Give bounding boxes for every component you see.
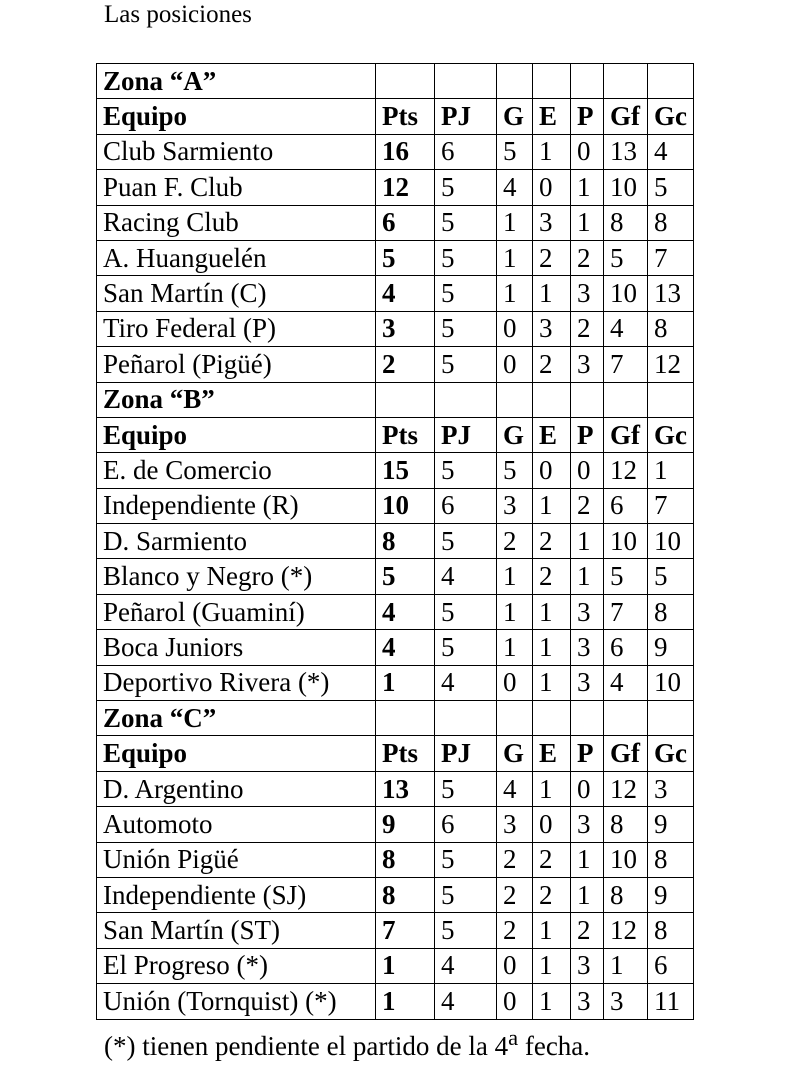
stat-pj: 4	[435, 948, 497, 983]
stat-g: 0	[497, 311, 533, 346]
stat-pj: 4	[435, 984, 497, 1019]
table-row	[97, 665, 694, 700]
empty-cell	[648, 64, 694, 99]
team-name: Unión (Tornquist) (*)	[97, 984, 376, 1019]
stat-gf: 5	[604, 559, 648, 594]
empty-cell	[376, 64, 435, 99]
stat-pts: 15	[376, 453, 435, 488]
stat-gc: 8	[648, 913, 694, 948]
team-name: Puan F. Club	[97, 170, 376, 205]
stat-pts: 8	[376, 842, 435, 877]
stat-g: 1	[497, 205, 533, 240]
stat-gf: 7	[604, 347, 648, 382]
table-row	[97, 842, 694, 877]
stat-pj: 4	[435, 559, 497, 594]
empty-cell	[604, 382, 648, 417]
empty-cell	[435, 382, 497, 417]
team-name: Club Sarmiento	[97, 134, 376, 169]
team-name: Deportivo Rivera (*)	[97, 665, 376, 700]
table-row	[97, 913, 694, 948]
zone-title: Zona “A”	[97, 64, 376, 99]
stat-gf: 3	[604, 984, 648, 1019]
stat-gf: 8	[604, 205, 648, 240]
column-header-row	[97, 417, 694, 452]
stat-gc: 8	[648, 311, 694, 346]
stat-e: 1	[533, 594, 571, 629]
stat-pts: 3	[376, 311, 435, 346]
stat-p: 0	[571, 453, 604, 488]
column-header-gf: Gf	[604, 736, 648, 771]
stat-gf: 4	[604, 665, 648, 700]
stat-gf: 12	[604, 771, 648, 806]
stat-pj: 5	[435, 453, 497, 488]
team-name: D. Argentino	[97, 771, 376, 806]
column-header-p: P	[571, 99, 604, 134]
column-header-team: Equipo	[97, 417, 376, 452]
stat-e: 2	[533, 559, 571, 594]
team-name: E. de Comercio	[97, 453, 376, 488]
stat-g: 0	[497, 984, 533, 1019]
stat-gc: 9	[648, 630, 694, 665]
stat-p: 2	[571, 240, 604, 275]
column-header-pts: Pts	[376, 99, 435, 134]
stat-pts: 1	[376, 948, 435, 983]
stat-pts: 8	[376, 877, 435, 912]
stat-e: 2	[533, 842, 571, 877]
stat-pts: 2	[376, 347, 435, 382]
footnote	[104, 1022, 590, 1062]
stat-gc: 4	[648, 134, 694, 169]
column-header-row	[97, 99, 694, 134]
stat-gc: 6	[648, 948, 694, 983]
stat-gc: 7	[648, 488, 694, 523]
stat-pj: 5	[435, 524, 497, 559]
table-row	[97, 311, 694, 346]
team-name: Blanco y Negro (*)	[97, 559, 376, 594]
stat-g: 2	[497, 913, 533, 948]
zone-title-row	[97, 382, 694, 417]
stat-gf: 13	[604, 134, 648, 169]
stat-pts: 5	[376, 240, 435, 275]
empty-cell	[497, 701, 533, 736]
table-row	[97, 205, 694, 240]
column-header-g: G	[497, 736, 533, 771]
table-row	[97, 877, 694, 912]
empty-cell	[376, 382, 435, 417]
column-header-gc: Gc	[648, 417, 694, 452]
table-row	[97, 771, 694, 806]
column-header-team: Equipo	[97, 736, 376, 771]
stat-g: 4	[497, 771, 533, 806]
stat-gc: 5	[648, 559, 694, 594]
stat-e: 1	[533, 665, 571, 700]
empty-cell	[604, 64, 648, 99]
stat-gc: 10	[648, 665, 694, 700]
column-header-g: G	[497, 417, 533, 452]
page-title: Las posiciones	[104, 1, 252, 28]
footnote-superscript: a	[508, 1025, 519, 1050]
table-row	[97, 170, 694, 205]
team-name: El Progreso (*)	[97, 948, 376, 983]
stat-g: 1	[497, 559, 533, 594]
team-name: Boca Juniors	[97, 630, 376, 665]
empty-cell	[497, 382, 533, 417]
stat-pts: 13	[376, 771, 435, 806]
stat-e: 1	[533, 913, 571, 948]
stat-p: 0	[571, 771, 604, 806]
table-row	[97, 524, 694, 559]
column-header-row	[97, 736, 694, 771]
stat-e: 2	[533, 240, 571, 275]
stat-pj: 5	[435, 170, 497, 205]
stat-g: 4	[497, 170, 533, 205]
table-row	[97, 630, 694, 665]
stat-e: 3	[533, 311, 571, 346]
table-row	[97, 948, 694, 983]
stat-p: 3	[571, 276, 604, 311]
stat-p: 3	[571, 948, 604, 983]
column-header-e: E	[533, 736, 571, 771]
stat-pj: 4	[435, 665, 497, 700]
stat-gf: 10	[604, 842, 648, 877]
column-header-g: G	[497, 99, 533, 134]
table-row	[97, 594, 694, 629]
table-row	[97, 984, 694, 1019]
standings-body	[97, 64, 694, 1020]
column-header-pj: PJ	[435, 417, 497, 452]
stat-e: 1	[533, 488, 571, 523]
stat-gf: 6	[604, 488, 648, 523]
stat-p: 2	[571, 913, 604, 948]
stat-gc: 5	[648, 170, 694, 205]
stat-pj: 5	[435, 347, 497, 382]
stat-g: 0	[497, 665, 533, 700]
stat-pj: 5	[435, 205, 497, 240]
stat-pj: 5	[435, 842, 497, 877]
stat-gf: 8	[604, 807, 648, 842]
table-row	[97, 240, 694, 275]
stat-pj: 5	[435, 240, 497, 275]
stat-gf: 1	[604, 948, 648, 983]
stat-gc: 1	[648, 453, 694, 488]
table-row	[97, 347, 694, 382]
stat-e: 0	[533, 807, 571, 842]
stat-gf: 6	[604, 630, 648, 665]
column-header-pts: Pts	[376, 736, 435, 771]
team-name: D. Sarmiento	[97, 524, 376, 559]
empty-cell	[435, 701, 497, 736]
stat-gf: 12	[604, 913, 648, 948]
table-row	[97, 807, 694, 842]
stat-pj: 5	[435, 276, 497, 311]
stat-g: 5	[497, 134, 533, 169]
stat-gc: 9	[648, 877, 694, 912]
stat-e: 1	[533, 984, 571, 1019]
column-header-p: P	[571, 417, 604, 452]
stat-pts: 1	[376, 665, 435, 700]
stat-pts: 4	[376, 276, 435, 311]
stat-pts: 4	[376, 594, 435, 629]
stat-gf: 10	[604, 170, 648, 205]
stat-p: 1	[571, 559, 604, 594]
column-header-pj: PJ	[435, 99, 497, 134]
table-row	[97, 276, 694, 311]
team-name: Unión Pigüé	[97, 842, 376, 877]
empty-cell	[533, 64, 571, 99]
stat-gc: 9	[648, 807, 694, 842]
empty-cell	[497, 64, 533, 99]
team-name: Independiente (R)	[97, 488, 376, 523]
stat-gc: 13	[648, 276, 694, 311]
footnote-text: (*) tienen pendiente el partido de la 4	[104, 1031, 509, 1061]
team-name: San Martín (ST)	[97, 913, 376, 948]
stat-g: 3	[497, 807, 533, 842]
empty-cell	[571, 64, 604, 99]
stat-gc: 11	[648, 984, 694, 1019]
stat-g: 3	[497, 488, 533, 523]
column-header-gf: Gf	[604, 99, 648, 134]
team-name: Peñarol (Guaminí)	[97, 594, 376, 629]
stat-gf: 8	[604, 877, 648, 912]
stat-e: 2	[533, 877, 571, 912]
stat-e: 0	[533, 170, 571, 205]
column-header-gc: Gc	[648, 99, 694, 134]
team-name: Automoto	[97, 807, 376, 842]
stat-pts: 4	[376, 630, 435, 665]
stat-pts: 8	[376, 524, 435, 559]
column-header-p: P	[571, 736, 604, 771]
stat-p: 3	[571, 347, 604, 382]
stat-e: 1	[533, 630, 571, 665]
stat-gf: 5	[604, 240, 648, 275]
team-name: Racing Club	[97, 205, 376, 240]
zone-title-row	[97, 64, 694, 99]
table-row	[97, 134, 694, 169]
stat-g: 2	[497, 524, 533, 559]
stat-gc: 8	[648, 205, 694, 240]
stat-pj: 5	[435, 913, 497, 948]
stat-pts: 10	[376, 488, 435, 523]
stat-gc: 8	[648, 594, 694, 629]
stat-pj: 5	[435, 771, 497, 806]
stat-gf: 4	[604, 311, 648, 346]
column-header-gf: Gf	[604, 417, 648, 452]
stat-pts: 1	[376, 984, 435, 1019]
stat-e: 2	[533, 524, 571, 559]
stat-gc: 7	[648, 240, 694, 275]
table-row	[97, 488, 694, 523]
stat-g: 1	[497, 630, 533, 665]
stat-gf: 10	[604, 524, 648, 559]
stat-pts: 9	[376, 807, 435, 842]
stat-p: 1	[571, 205, 604, 240]
column-header-pj: PJ	[435, 736, 497, 771]
empty-cell	[648, 701, 694, 736]
table-row	[97, 559, 694, 594]
stat-e: 1	[533, 771, 571, 806]
stat-gc: 3	[648, 771, 694, 806]
stat-gc: 12	[648, 347, 694, 382]
stat-g: 5	[497, 453, 533, 488]
stat-pts: 5	[376, 559, 435, 594]
empty-cell	[571, 382, 604, 417]
team-name: Peñarol (Pigüé)	[97, 347, 376, 382]
stat-pts: 7	[376, 913, 435, 948]
stat-pj: 5	[435, 311, 497, 346]
stat-pj: 5	[435, 630, 497, 665]
column-header-team: Equipo	[97, 99, 376, 134]
stat-gf: 7	[604, 594, 648, 629]
stat-e: 0	[533, 453, 571, 488]
stat-g: 1	[497, 240, 533, 275]
empty-cell	[435, 64, 497, 99]
team-name: A. Huanguelén	[97, 240, 376, 275]
stat-p: 1	[571, 842, 604, 877]
stat-pts: 12	[376, 170, 435, 205]
zone-title: Zona “C”	[97, 701, 376, 736]
stat-g: 2	[497, 877, 533, 912]
stat-g: 1	[497, 276, 533, 311]
stat-p: 3	[571, 630, 604, 665]
empty-cell	[648, 382, 694, 417]
column-header-e: E	[533, 99, 571, 134]
stat-g: 0	[497, 948, 533, 983]
stat-p: 1	[571, 877, 604, 912]
column-header-pts: Pts	[376, 417, 435, 452]
empty-cell	[604, 701, 648, 736]
stat-p: 1	[571, 524, 604, 559]
stat-e: 2	[533, 347, 571, 382]
stat-g: 1	[497, 594, 533, 629]
stat-pts: 16	[376, 134, 435, 169]
zone-title-row	[97, 701, 694, 736]
stat-p: 3	[571, 665, 604, 700]
team-name: Independiente (SJ)	[97, 877, 376, 912]
stat-pj: 6	[435, 134, 497, 169]
stat-p: 1	[571, 170, 604, 205]
stat-e: 1	[533, 276, 571, 311]
column-header-gc: Gc	[648, 736, 694, 771]
team-name: San Martín (C)	[97, 276, 376, 311]
empty-cell	[533, 382, 571, 417]
empty-cell	[376, 701, 435, 736]
stat-pj: 6	[435, 488, 497, 523]
stat-pj: 6	[435, 807, 497, 842]
stat-gc: 8	[648, 842, 694, 877]
empty-cell	[571, 701, 604, 736]
table-row	[97, 453, 694, 488]
standings-table	[96, 63, 694, 1020]
stat-g: 2	[497, 842, 533, 877]
stat-pj: 5	[435, 877, 497, 912]
stat-gf: 10	[604, 276, 648, 311]
stat-p: 2	[571, 311, 604, 346]
stat-p: 2	[571, 488, 604, 523]
stat-e: 1	[533, 948, 571, 983]
footnote-text-end: fecha.	[518, 1031, 591, 1061]
empty-cell	[533, 701, 571, 736]
stat-e: 1	[533, 134, 571, 169]
stat-p: 3	[571, 594, 604, 629]
stat-pts: 6	[376, 205, 435, 240]
stat-p: 3	[571, 984, 604, 1019]
stat-p: 3	[571, 807, 604, 842]
stat-gc: 10	[648, 524, 694, 559]
zone-title: Zona “B”	[97, 382, 376, 417]
column-header-e: E	[533, 417, 571, 452]
team-name: Tiro Federal (P)	[97, 311, 376, 346]
stat-p: 0	[571, 134, 604, 169]
stat-pj: 5	[435, 594, 497, 629]
stat-gf: 12	[604, 453, 648, 488]
stat-g: 0	[497, 347, 533, 382]
stat-e: 3	[533, 205, 571, 240]
